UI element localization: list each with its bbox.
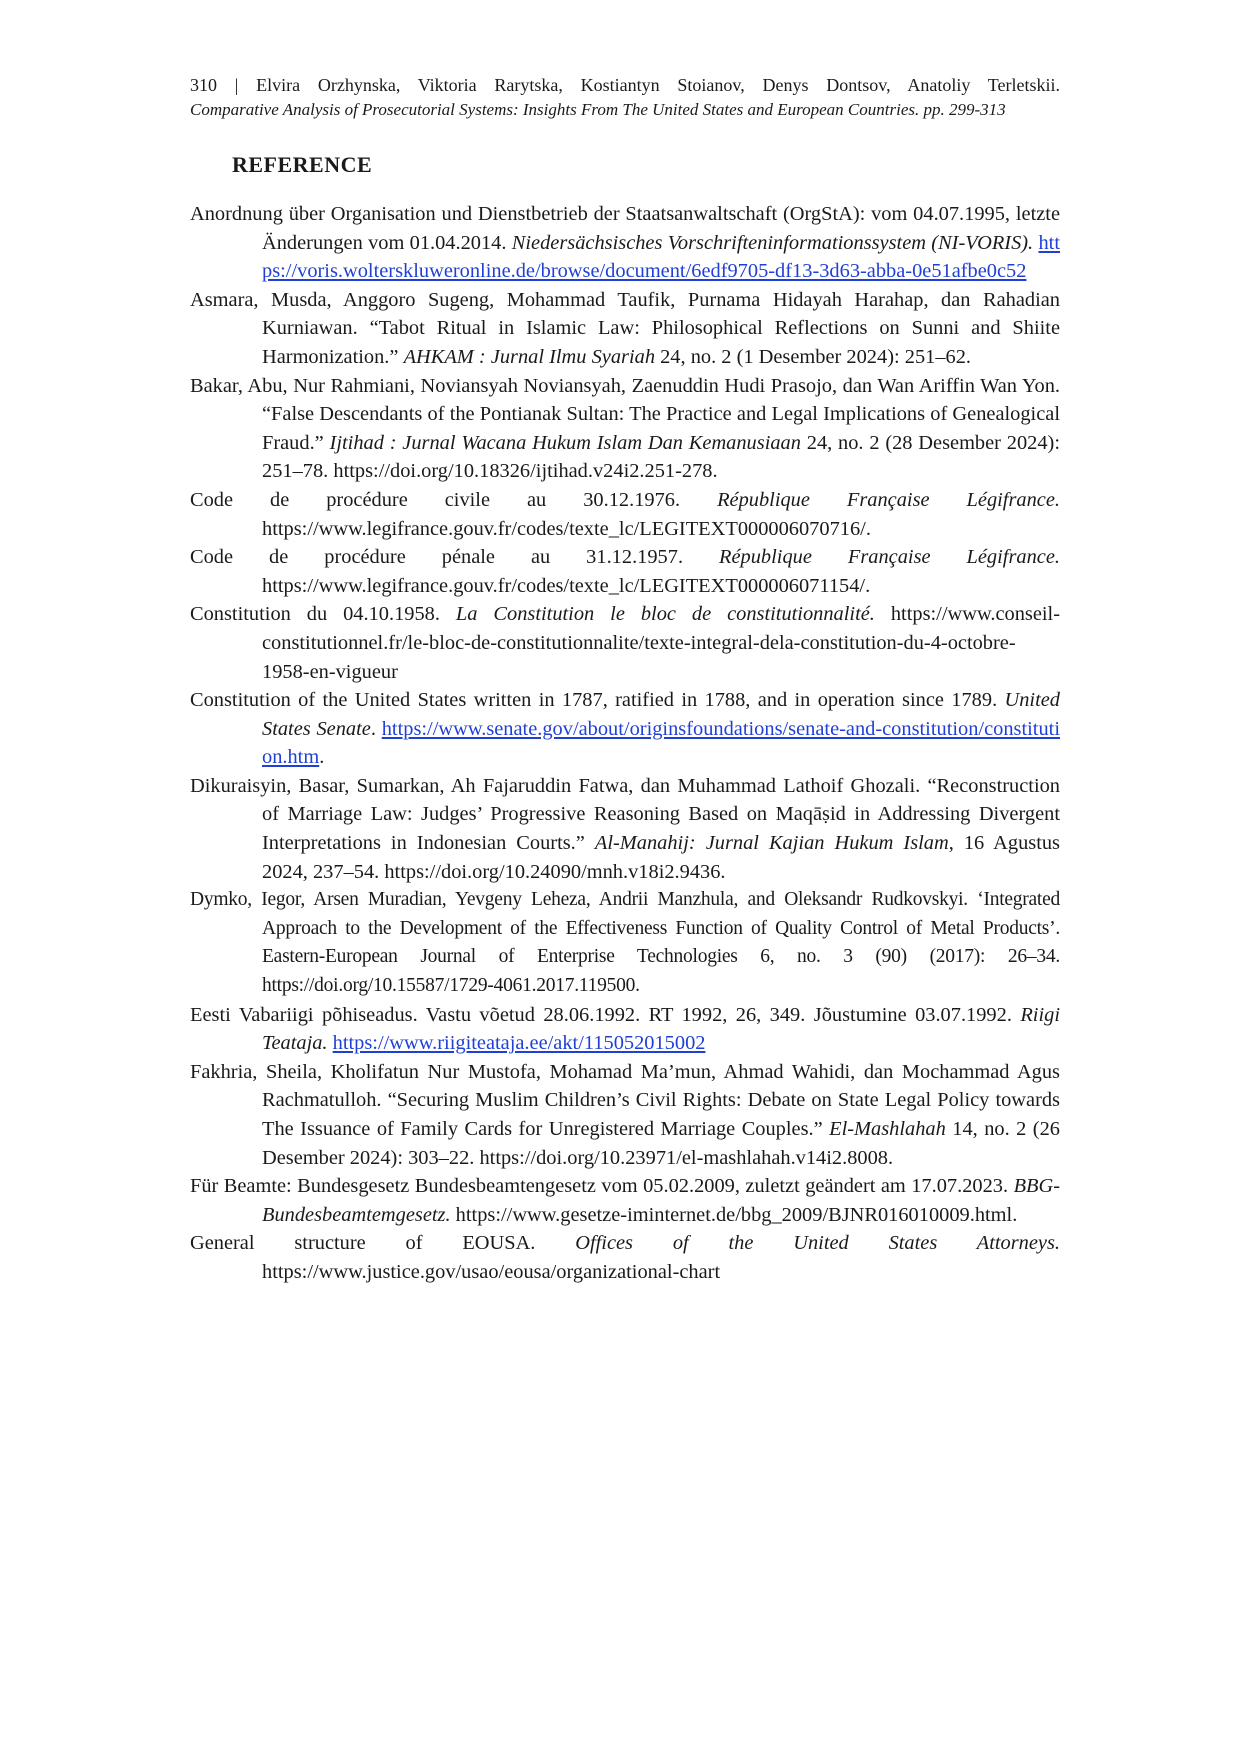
reference-item: Anordnung über Organisation und Dienstbetrieb der Staatsanwaltschaft (OrgStA): vom 04.07.1995, letzte Änderungen vom 01.04.2014. Niedersächsisches Vorschrifteninformationssystem (NI-VORIS). https://voris.wolterskluweronline.de/browse/document/6edf9705-df13-3d63-abba-0e51afbe0c52: [190, 203, 1060, 283]
reference-item: Dikuraisyin, Basar, Sumarkan, Ah Fajaruddin Fatwa, dan Muhammad Lathoif Ghozali. “Reconstruction of Marriage Law: Judges’ Progressive Reasoning Based on Maqāṣid in Addressing Divergent Interpretations in Indonesian Courts.” Al-Manahij: Jurnal Kajian Hukum Islam, 16 Agustus 2024, 237–54. https://doi.org/10.24090/mnh.v18i2.9436.: [190, 774, 1060, 883]
reference-item: Eesti Vabariigi põhiseadus. Vastu võetud 28.06.1992. RT 1992, 26, 349. Jõustumine 03.07.1992. Riigi Teataja. https://www.riigiteataja.ee/akt/115052015002: [190, 1003, 1060, 1055]
reference-link[interactable]: https://voris.wolterskluweronline.de/browse/document/6edf9705-df13-3d63-abba-0e51afbe0c52: [262, 231, 1060, 283]
reference-item: General structure of EOUSA. Offices of the United States Attorneys. https://www.justice.gov/usao/eousa/organizational-chart: [190, 1232, 1060, 1283]
running-header-authors: 310 | Elvira Orzhynska, Viktoria Rarytska, Kostiantyn Stoianov, Denys Dontsov, Anatoliy Terletskii.: [190, 75, 1060, 95]
reference-item: Dymko, Iegor, Arsen Muradian, Yevgeny Leheza, Andrii Manzhula, and Oleksandr Rudkovskyi. ‘Integrated Approach to the Development of the Effectiveness Function of Quality Control of Metal Products’. Eastern-European Journal of Enterprise Technologies 6, no. 3 (90) (2017): 26–34. https://doi.org/10.15587/1729-4061.2017.119500.: [190, 889, 1060, 997]
reference-item: Asmara, Musda, Anggoro Sugeng, Mohammad Taufik, Purnama Hidayah Harahap, dan Rahadian Kurniawan. “Tabot Ritual in Islamic Law: Philosophical Reflections on Sunni and Shiite Harmonization.” AHKAM : Jurnal Ilmu Syariah 24, no. 2 (1 Desember 2024): 251–62.: [190, 288, 1060, 368]
section-title: REFERENCE: [232, 152, 373, 177]
page-content: [190, 72, 1060, 1287]
reference-item: Fakhria, Sheila, Kholifatun Nur Mustofa, Mohamad Ma’mun, Ahmad Wahidi, dan Mochammad Agus Rachmatulloh. “Securing Muslim Children’s Civil Rights: Debate on State Legal Policy towards The Issuance of Family Cards for Unregistered Marriage Couples.” El-Mashlahah 14, no. 2 (26 Desember 2024): 303–22. https://doi.org/10.23971/el-mashlahah.v14i2.8008.: [190, 1060, 1060, 1169]
reference-item: Constitution du 04.10.1958. La Constitution le bloc de constitutionnalité. https://www.conseil-constitutionnel.fr/le-bloc-de-constitutionnalite/texte-integral-dela-constitution-du-4-octobre-1958-en-vigueur: [190, 603, 1060, 683]
reference-list: [190, 200, 1060, 1287]
reference-item: Code de procédure civile au 30.12.1976. République Française Légifrance. https://www.legifrance.gouv.fr/codes/texte_lc/LEGITEXT000006070716/.: [190, 488, 1060, 540]
reference-link[interactable]: https://www.riigiteataja.ee/akt/115052015002: [332, 1032, 706, 1055]
reference-link[interactable]: https://www.senate.gov/about/originsfoundations/senate-and-constitution/constitution.htm: [262, 717, 1060, 769]
reference-item: Code de procédure pénale au 31.12.1957. République Française Légifrance. https://www.legifrance.gouv.fr/codes/texte_lc/LEGITEXT000006071154/.: [190, 546, 1060, 597]
running-header-title: Comparative Analysis of Prosecutorial Systems: Insights From The United States and European Countries. pp. 299-313: [190, 100, 1006, 119]
reference-item: Constitution of the United States written in 1787, ratified in 1788, and in operation since 1789. United States Senate. https://www.senate.gov/about/originsfoundations/senate-and-constitution/constitution.htm.: [190, 689, 1060, 769]
reference-item: Für Beamte: Bundesgesetz Bundesbeamtengesetz vom 05.02.2009, zuletzt geändert am 17.07.2023. BBG-Bundesbeamtemgesetz. https://www.gesetze-iminternet.de/bbg_2009/BJNR016010009.html.: [190, 1175, 1060, 1226]
reference-item: Bakar, Abu, Nur Rahmiani, Noviansyah Noviansyah, Zaenuddin Hudi Prasojo, dan Wan Ariffin Wan Yon. “False Descendants of the Pontianak Sultan: The Practice and Legal Implications of Genealogical Fraud.” Ijtihad : Jurnal Wacana Hukum Islam Dan Kemanusiaan 24, no. 2 (28 Desember 2024): 251–78. https://doi.org/10.18326/ijtihad.v24i2.251-278.: [190, 374, 1060, 483]
